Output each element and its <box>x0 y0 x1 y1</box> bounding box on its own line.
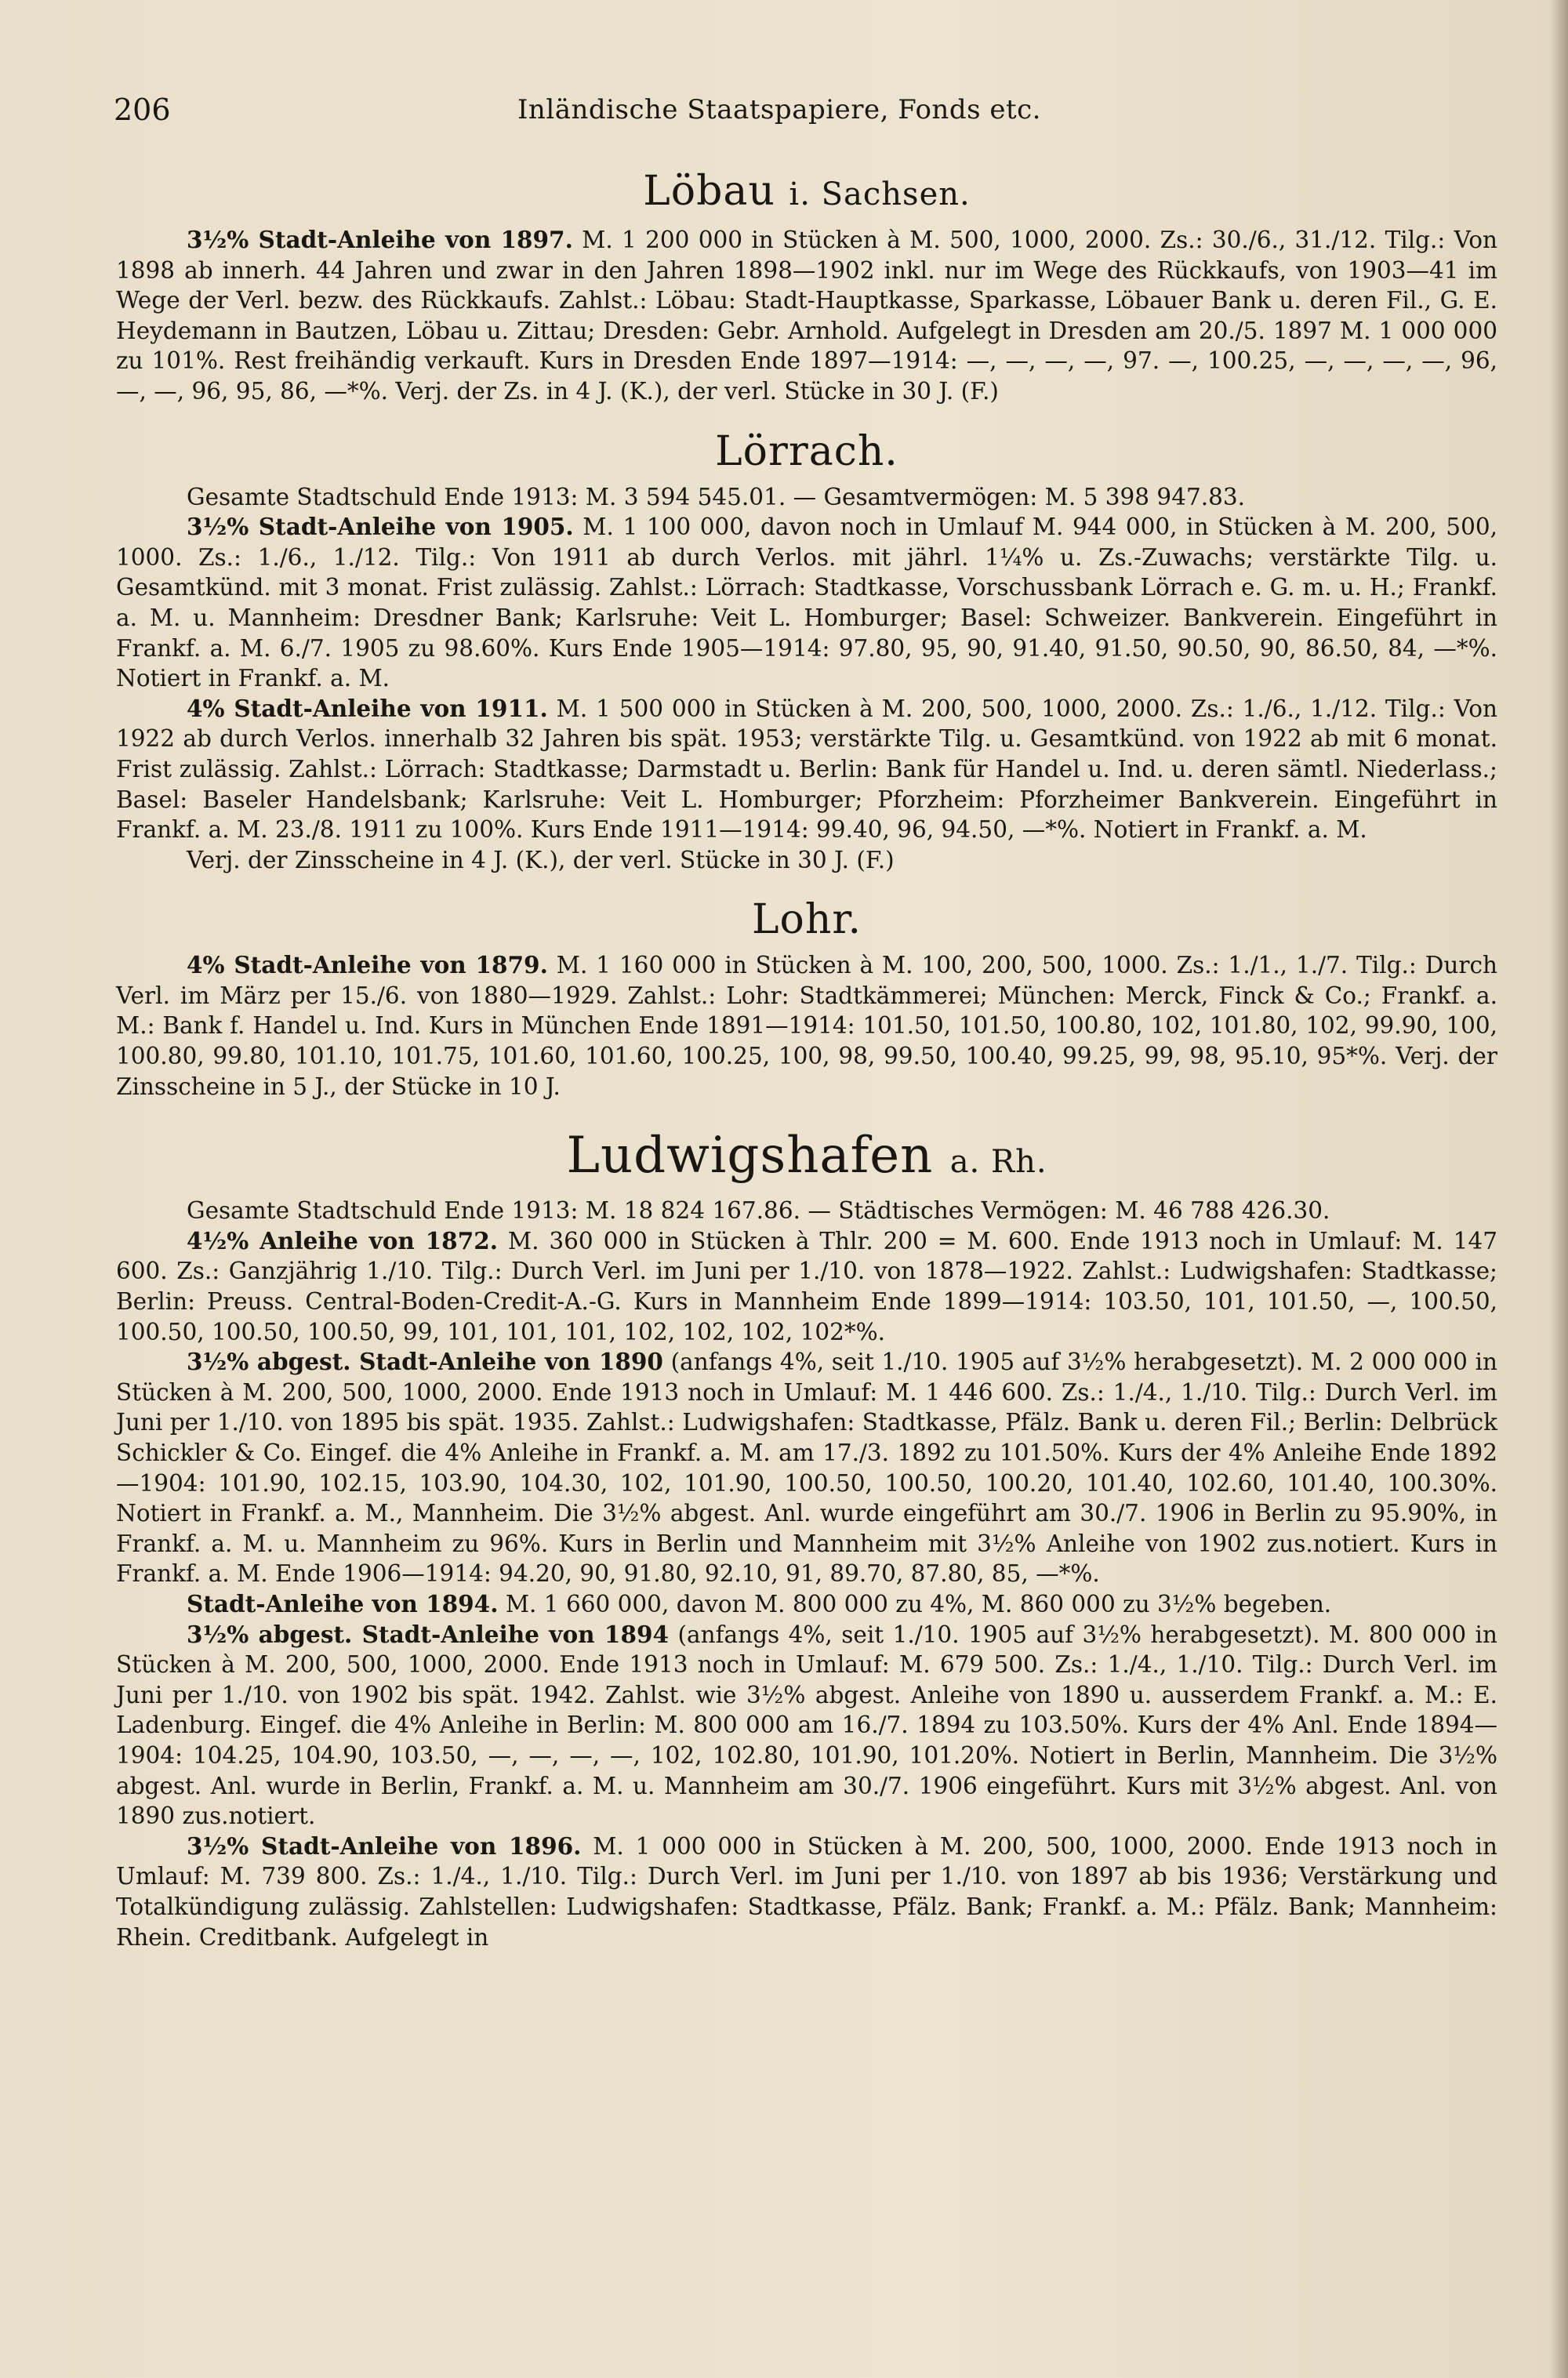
bond-label: Stadt-Anleihe von 1894. <box>187 1589 499 1617</box>
city-suffix: i. Sachsen. <box>789 176 971 212</box>
bond-text: M. 1 160 000 in Stücken à M. 100, 200, 500, 1000. Zs.: 1./1., 1./7. Tilg.: Durch Verl. im März per 15./6. von 1880—1929. Zahlst.: Lohr: Stadtkämmerei; München: Merck, Finck & Co.; Frankf. a. M.: Bank f. Handel u. Ind. Kurs in München Ende 1891—1914: 101.50, 101.50, 100.80, 102, 101.80, 102, 99.90, 100, 100.80, 99.80, 101.10, 101.75, 101.60, 101.60, 100.25, 100, 98, 99.50, 100.40, 99.25, 99, 98, 95.10, 95*%. Verj. der Zinsscheine in 5 J., der Stücke in 10 J. <box>116 952 1497 1100</box>
bond-label: 4% Stadt-Anleihe von 1879. <box>187 951 548 979</box>
bond-text: (anfangs 4%, seit 1./10. 1905 auf 3½% herabgesetzt). M. 2 000 000 in Stücken à M. 200, 500, 1000, 2000. Ende 1913 noch in Umlauf: M. 1 446 600. Zs.: 1./4., 1./10. Tilg.: Durch Verl. im Juni per 1./10. von 1895 bis spät. 1935. Zahlst.: Ludwigshafen: Stadtkasse, Pfälz. Bank u. deren Fil.; Berlin: Delbrück Schickler & Co. Eingef. die 4% Anleihe in Frankf. a. M. am 17./3. 1892 zu 101.50%. Kurs der 4% Anleihe Ende 1892—1904: 101.90, 102.15, 103.90, 104.30, 102, 101.90, 100.50, 100.50, 100.20, 101.40, 102.60, 101.40, 100.30%. Notiert in Frankf. a. M., Mannheim. Die 3½% abgest. Anl. wurde eingeführt am 30./7. 1906 in Berlin zu 95.90%, in Frankf. a. M. u. Mannheim zu 96%. Kurs in Berlin und Mannheim mit 3½% Anleihe von 1902 zus.notiert. Kurs in Frankf. a. M. Ende 1906—1914: 94.20, 90, 91.80, 92.10, 91, 89.70, 87.80, 85, —*%. <box>116 1349 1497 1588</box>
city-suffix: a. Rh. <box>949 1144 1047 1181</box>
running-title: Inländische Staatspapiere, Fonds etc. <box>517 94 1041 125</box>
bond-text: M. 1 000 000 in Stücken à M. 200, 500, 1000, 2000. Ende 1913 noch in Umlauf: M. 739 800. Zs.: 1./4., 1./10. Tilg.: Durch Verl. im Juni per 1./10. von 1897 ab bis 1936; Verstärkung und Totalkündigung zulässig. Zahlstellen: Ludwigshafen: Stadtkasse, Pfälz. Bank; Frankf. a. M.: Pfälz. Bank; Mannheim: Rhein. Creditbank. Aufgelegt in <box>116 1832 1497 1951</box>
city-name: Ludwigshafen <box>566 1127 934 1185</box>
bond-label: 3½% abgest. Stadt-Anleihe von 1894 <box>187 1620 670 1648</box>
debt-summary: Gesamte Stadtschuld Ende 1913: M. 3 594 545.01. — Gesamtvermögen: M. 5 398 947.83. <box>187 483 1246 510</box>
bond-entry <box>116 694 1497 845</box>
bond-label: 3½% abgest. Stadt-Anleihe von 1890 <box>187 1348 663 1376</box>
city-name: Lohr. <box>751 896 862 944</box>
page-number: 206 <box>114 93 171 127</box>
bond-entry <box>116 1589 1497 1620</box>
bond-text: M. 1 500 000 in Stücken à M. 200, 500, 1000, 2000. Zs.: 1./6., 1./12. Tilg.: Von 1922 ab durch Verlos. innerhalb 32 Jahren bis spät. 1953; verstärkte Tilg. u. Gesamtkünd. von 1922 ab mit 6 monat. Frist zulässig. Zahlst.: Lörrach: Stadtkasse; Darmstadt u. Berlin: Bank für Handel u. Ind. u. deren sämtl. Niederlass.; Basel: Baseler Handelsbank; Karlsruhe: Veit L. Homburger; Pforzheim: Pforzheimer Bankverein. Eingeführt in Frankf. a. M. 23./8. 1911 zu 100%. Kurs Ende 1911—1914: 99.40, 96, 94.50, —*%. Notiert in Frankf. a. M. <box>116 695 1497 844</box>
section-title-loerrach <box>116 421 1497 482</box>
bond-entry <box>116 1620 1497 1832</box>
bond-label: 3½% Stadt-Anleihe von 1905. <box>187 513 574 541</box>
bond-text: M. 1 100 000, davon noch in Umlauf M. 944 000, in Stücken à M. 200, 500, 1000. Zs.: 1./6., 1./12. Tilg.: Von 1911 ab durch Verlos. mit jährl. 1¼% u. Zs.-Zuwachs; verstärkte Tilg. u. Gesamtkünd. mit 3 monat. Frist zulässig. Zahlst.: Lörrach: Stadtkasse, Vorschussbank Lörrach e. G. m. u. H.; Frankf. a. M. u. Mannheim: Dresdner Bank; Karlsruhe: Veit L. Homburger; Basel: Schweizer. Bankverein. Eingeführt in Frankf. a. M. 6./7. 1905 zu 98.60%. Kurs Ende 1905—1914: 97.80, 95, 90, 91.40, 91.50, 90.50, 90, 86.50, 84, —*%. Notiert in Frankf. a. M. <box>116 514 1497 692</box>
section-title-ludwigshafen <box>116 1122 1497 1196</box>
bond-entry <box>116 950 1497 1102</box>
page-body <box>116 161 1497 1952</box>
bond-label: 3½% Stadt-Anleihe von 1896. <box>187 1832 582 1860</box>
bond-note: Verj. der Zinsscheine in 4 J. (K.), der verl. Stücke in 30 J. (F.) <box>187 846 895 873</box>
page-header <box>114 93 1501 140</box>
page-edge-shadow <box>1549 0 1568 2378</box>
bond-label: 4% Stadt-Anleihe von 1911. <box>187 694 548 722</box>
bond-text: (anfangs 4%, seit 1./10. 1905 auf 3½% herabgesetzt). M. 800 000 in Stücken à M. 200, 500, 1000, 2000. Ende 1913 noch in Umlauf: M. 679 500. Zs.: 1./4., 1./10. Tilg.: Durch Verl. im Juni per 1./10. von 1902 bis spät. 1942. Zahlst. wie 3½% abgest. Anleihe von 1890 u. ausserdem Frankf. a. M.: E. Ladenburg. Eingef. die 4% Anleihe in Berlin: M. 800 000 am 16./7. 1894 zu 103.50%. Kurs der 4% Anl. Ende 1894—1904: 104.25, 104.90, 103.50, —, —, —, —, 102, 102.80, 101.90, 101.20%. Notiert in Berlin, Mannheim. Die 3½% abgest. Anl. wurde in Berlin, Frankf. a. M. u. Mannheim am 30./7. 1906 eingeführt. Kurs mit 3½% abgest. Anl. von 1890 zus.notiert. <box>116 1621 1497 1830</box>
section-title-lohr <box>116 889 1497 950</box>
bond-label: 4½% Anleihe von 1872. <box>187 1226 499 1254</box>
bond-text: M. 360 000 in Stücken à Thlr. 200 = M. 600. Ende 1913 noch in Umlauf: M. 147 600. Zs.: Ganzjährig 1./10. Tilg.: Durch Verl. im Juni per 1./10. von 1878—1922. Zahlst.: Ludwigshafen: Stadtkasse; Berlin: Preuss. Central-Boden-Credit-A.-G. Kurs in Mannheim Ende 1899—1914: 103.50, 101, 101.50, —, 100.50, 100.50, 100.50, 100.50, 99, 101, 101, 101, 102, 102, 102, 102*%. <box>116 1227 1497 1345</box>
bond-text: M. 1 660 000, davon M. 800 000 zu 4%, M. 860 000 zu 3½% begeben. <box>498 1590 1332 1617</box>
bond-entry <box>116 512 1497 694</box>
bond-entry <box>116 1832 1497 1952</box>
bond-entry <box>116 1226 1497 1347</box>
city-name: Löbau <box>643 168 775 215</box>
section-title-loebau <box>116 161 1497 225</box>
city-name: Lörrach. <box>715 427 898 475</box>
debt-summary: Gesamte Stadtschuld Ende 1913: M. 18 824 167.86. — Städtisches Vermögen: M. 46 788 426.30. <box>187 1197 1330 1225</box>
bond-text: M. 1 200 000 in Stücken à M. 500, 1000, 2000. Zs.: 30./6., 31./12. Tilg.: Von 1898 ab innerh. 44 Jahren und zwar in den Jahren 1898—1902 inkl. nur im Wege des Rückkaufs, von 1903—41 im Wege der Verl. bezw. des Rückkaufs. Zahlst.: Löbau: Stadt-Hauptkasse, Sparkasse, Löbauer Bank u. deren Fil., G. E. Heydemann in Bautzen, Löbau u. Zittau; Dresden: Gebr. Arnhold. Aufgelegt in Dresden am 20./5. 1897 M. 1 000 000 zu 101%. Rest freihändig verkauft. Kurs in Dresden Ende 1897—1914: —, —, —, —, 97. —, 100.25, —, —, —, —, 96, —, —, 96, 95, 86, —*%. Verj. der Zs. in 4 J. (K.), der verl. Stücke in 30 J. (F.) <box>116 227 1497 405</box>
bond-entry <box>116 1347 1497 1589</box>
bond-label: 3½% Stadt-Anleihe von 1897. <box>187 226 573 253</box>
bond-entry <box>116 225 1497 407</box>
